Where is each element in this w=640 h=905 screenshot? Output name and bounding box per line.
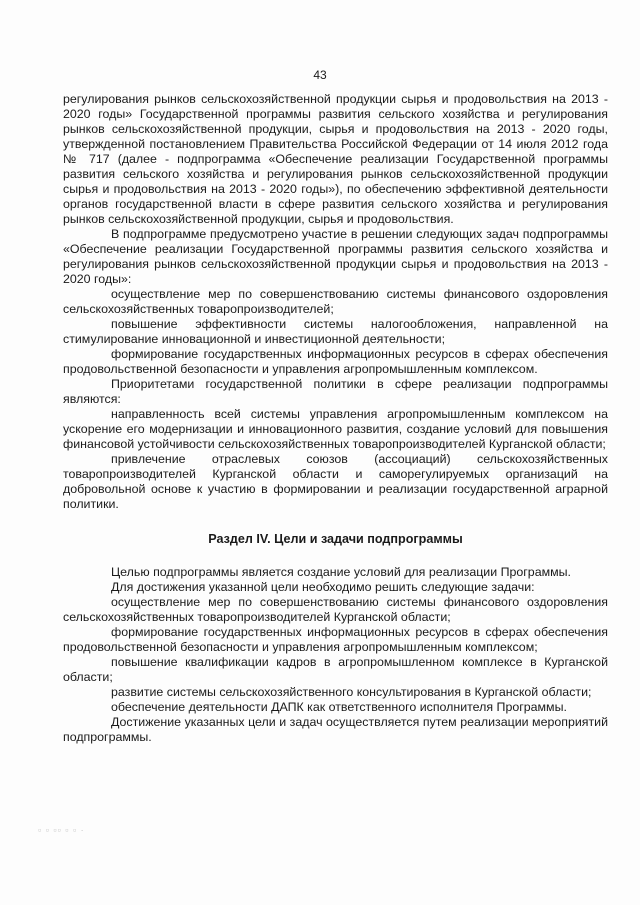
paragraph: Приоритетами государственной политики в сфере реализации подпрограммы являются: [63,377,608,406]
list-item: привлечение отраслевых союзов (ассоциаций) сельскохозяйственных товаропроизводителей Курганской области и саморегулируемых организаций на добровольной основе к участию в формировании и реализации государственной аграрной политики. [63,452,608,511]
list-item: осуществление мер по совершенствованию системы финансового оздоровления сельскохозяйственных товаропроизводителей Курганской области; [63,595,608,624]
section-heading: Раздел IV. Цели и задачи подпрограммы [208,532,463,546]
list-item: повышение эффективности системы налогообложения, направленной на стимулирование инновационной и инвестиционной деятельности; [63,317,608,346]
paragraph: Достижение указанных цели и задач осуществляется путем реализации мероприятий подпрограммы. [63,715,608,744]
paragraph: В подпрограмме предусмотрено участие в решении следующих задач подпрограммы «Обеспечение реализации Государственной программы развития сельского хозяйства и регулирования рынков сельскохозяйственной продукции сырья и продовольствия на 2013 - 2020 годы»: [63,227,608,286]
list-item: формирование государственных информационных ресурсов в сферах обеспечения продовольственной безопасности и управления агропромышленным комплексом; [63,625,608,654]
list-item: обеспечение деятельности ДАПК как ответственного исполнителя Программы. [111,700,567,714]
list-item: формирование государственных информационных ресурсов в сферах обеспечения продовольственной безопасности и управления агропромышленным комплексом. [63,347,608,376]
list-item: осуществление мер по совершенствованию системы финансового оздоровления сельскохозяйственных товаропроизводителей; [63,287,608,316]
page-number: 43 [313,68,327,82]
paragraph: Для достижения указанной цели необходимо решить следующие задачи: [111,580,535,594]
paragraph: регулирования рынков сельскохозяйственной продукции сырья и продовольствия на 2013 - 2020 годы» Государственной программы развития сельского хозяйства и регулирования рынков сельскохозяйственной продукции, сырья и продовольствия на 2013 - 2020 годы, утвержденной постановлением Правительства Российской Федерации от 14 июля 2012 года № 717 (далее - подпрограмма «Обеспечение реализации Государственной программы развития сельского хозяйства и регулирования рынков сельскохозяйственной продукции сырья и продовольствия на 2013 - 2020 годы»), по обеспечению эффективной деятельности органов государственной власти в сфере развития сельского хозяйства и регулирования рынков сельскохозяйственной продукции, сырья и продовольствия. [63,92,608,226]
list-item: повышение квалификации кадров в агропромышленном комплексе в Курганской области; [63,655,608,684]
scan-artifact: ▫ ▫ ▫▫ ▫ ▫ · [38,825,85,835]
document-body [63,92,608,745]
list-item: направленность всей системы управления агропромышленным комплексом на ускорение его модернизации и инновационного развития, создание условий для повышения финансовой устойчивости сельскохозяйственных товаропроизводителей Курганской области; [63,407,608,451]
paragraph: Целью подпрограммы является создание условий для реализации Программы. [111,565,571,579]
list-item: развитие системы сельскохозяйственного консультирования в Курганской области; [111,685,592,699]
